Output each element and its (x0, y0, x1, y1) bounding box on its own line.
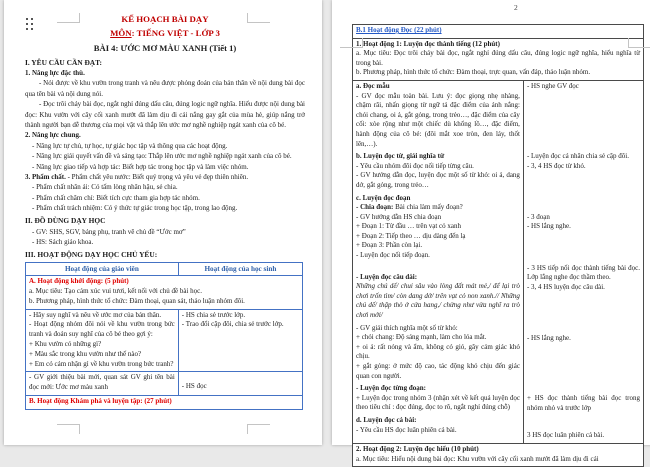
text-line: + Luyện đọc trong nhóm 3 (nhận xét về kết quả luyện đọc theo tiêu chí : đọc đúng, đọc to rõ, ngắt nghỉ đúng chỗ) (356, 393, 520, 412)
text-line: + HS đọc thành tiếng bài đọc trong nhóm nhỏ và trước lớp (526, 394, 640, 412)
text-line: - 3, 4 HS luyện đọc câu dài. (526, 282, 605, 291)
paragraph-practice-row (353, 193, 643, 263)
lesson-title: BÀI 4: ƯỚC MƠ MÀU XANH (Tiết 1) (93, 42, 237, 53)
text-line: - Nói được về khu vườn trong tranh và nêu được phỏng đoán của bản thân về nội dung bài đọc qua tên bài và nội dung nói. (25, 79, 305, 98)
text-line: 1. Năng lực đặc thù. (25, 68, 85, 77)
margin-crop-mark (57, 424, 80, 434)
text-line: - Hoạt động nhóm đôi nói về khu vườn trong bức tranh và đoán suy nghĩ của cô bé theo gợi ý: (29, 320, 175, 339)
word-practice-row (353, 151, 643, 192)
text-line: Những chú dế/ chui sâu vào lòng đất mát mẻ,/ để lại trò chơi trốn tìm/ còn dang dở/ trên vạt cỏ non xanh.// Những chú dế/ thập thò ở cửa hang,/ chừng như vừa nghĩ ra trò chơi mới/ (356, 282, 520, 320)
section-b1-row (353, 25, 643, 38)
text-line: - Yêu cầu HS đọc luân phiên cả bài. (356, 425, 457, 434)
text-line: - HS nghe GV đọc (526, 81, 579, 90)
text-line: - Phẩm chất trách nhiệm: Có ý thức tự giác trong học tập, trong lao động. (32, 204, 238, 213)
student-cell (178, 310, 302, 372)
text-line: - Trao đổi cặp đôi, chia sẻ trước lớp. (181, 320, 284, 329)
teacher-cell (353, 323, 523, 384)
text-line: d. Luyện đọc cả bài: (356, 416, 417, 425)
margin-crop-mark (628, 38, 650, 48)
text-line: - Yêu cầu nhóm đôi đọc nối tiếp từng câu. (356, 161, 474, 170)
teacher-cell (353, 151, 523, 192)
text-line: + Đoạn 3: Phần còn lại. (356, 241, 423, 250)
text-line: - Phẩm chất chăm chỉ: Biết tích cực tham gia hợp tác nhóm. (32, 193, 200, 202)
section-a-lines (29, 287, 299, 307)
text-line: - GV giải thích nghĩa một số từ khó: (356, 323, 458, 332)
teacher-cell (26, 372, 178, 395)
text-line: - GV đọc mẫu toàn bài. Lưu ý: đọc giọng nhẹ nhàng, chậm rãi, nhấn giọng từ ngữ tả đặc điểm của ánh nắng: chói chang, oi ả, gắt gỏng, trong trẻo…, đặc điểm của cây cối: xòe rộng như một chiếc dù khổng lồ…, đặc điểm, hành động của cô bé: (đôi mắt xoe tròn, đen láy, thốt lên,…). (356, 91, 520, 148)
text-line: III. HOẠT ĐỘNG DẠY HỌC CHỦ YẾU: (25, 249, 158, 259)
whole-text-row (353, 415, 643, 443)
doc-title: KẾ HOẠCH BÀI DẠY (121, 14, 209, 24)
student-cell (523, 415, 643, 443)
student-cell (523, 193, 643, 263)
text-line: - GV: SHS, SGV, bảng phụ, tranh vẽ chủ đề “Ước mơ” (32, 227, 186, 236)
text-line: + Đoạn 2: Tiếp theo … dịu dàng đến lạ (356, 231, 466, 240)
activity1-meta-lines (356, 49, 640, 78)
text-line: + chói chang: Độ sáng mạnh, làm cho lóa mắt. (356, 333, 487, 342)
teacher-cell (26, 310, 178, 372)
margin-crop-mark (340, 38, 363, 48)
student-cell (523, 383, 643, 415)
text-line: + Em có cảm nhận gì về khu vườn trong bức tranh? (29, 359, 174, 368)
text-line: 3 HS đọc luân phiên cả bài. (526, 431, 605, 440)
teacher-cell (353, 193, 523, 263)
requirements-sections (25, 58, 305, 261)
text-line: a. Mục tiêu: Hiểu nội dung bài đọc: Khu vườn với cây cối xanh mướt đã làm dịu đi cái (356, 454, 599, 463)
text-line: - GV hướng dẫn HS chia đoạn (356, 212, 442, 221)
text-line: - 3 đoạn (526, 212, 550, 221)
activity2-meta-lines (356, 455, 640, 465)
activity-table-page2 (352, 24, 644, 467)
text-line: a. Đọc mẫu (356, 81, 390, 90)
section-a-title: A. Hoạt động khởi động: (5 phút) (29, 277, 129, 286)
text-line: 3. Phẩm chất. - Phẩm chất yêu nước: Biết quý trọng và yêu vẻ đẹp thiên nhiên. (25, 172, 249, 181)
text-line: - HS chia sẻ trước lớp. (181, 310, 246, 319)
text-line: - Luyện đọc cá nhân chia sẻ cặp đôi. (526, 152, 629, 161)
teacher-cell (353, 415, 523, 443)
section-b-title: B. Hoạt động Khám phá và luyện tập: (27 phút) (29, 396, 172, 405)
subject-rest: : TIẾNG VIỆT - LỚP 3 (131, 28, 220, 38)
read-model-row (353, 81, 643, 151)
doc-subject (25, 28, 305, 39)
text-line: + Đoạn 1: Từ đầu … trên vạt cỏ xanh (356, 222, 462, 231)
page1-content (25, 8, 305, 410)
activity1-title: 1. Hoạt động 1: Luyện đọc thành tiếng (12 phút) (356, 39, 500, 48)
text-line: - Đọc trôi chảy bài đọc, ngắt nghỉ đúng dấu câu, đúng logic ngữ nghĩa. Hiểu được nội dung bài đọc: Khu vườn với cây cối xanh mướt đã làm dịu đi cái nắng gay gắt của mùa hè, giúp nắng trở thành người bạn dễ thương của mọi vật và thắp lên ước mơ nghề nghiệp ngát xanh của cô bé. (25, 100, 305, 129)
long-sentence-row (353, 263, 643, 323)
student-cell (523, 81, 643, 151)
student-cell (178, 372, 302, 395)
text-line: b. Phương pháp, hình thức tổ chức: Đàm thoại, quan sát, thảo luận nhóm đôi. (29, 296, 245, 305)
activity1-header-row (353, 38, 643, 80)
page-2 (332, 0, 650, 463)
text-line: - Năng lực giao tiếp và hợp tác: Biết hợp tác trong học tập và làm việc nhóm. (32, 162, 249, 171)
text-line: - 3, 4 HS đọc từ khó. (526, 161, 586, 170)
text-line: a. Mục tiêu: Tạo cảm xúc vui tươi, kết nối với chủ đề bài học. (29, 287, 202, 296)
page-number: 2 (514, 3, 518, 12)
text-line: - HS lắng nghe. (526, 333, 571, 342)
word-explain-row (353, 323, 643, 384)
section-a-row (26, 275, 302, 308)
student-cell (523, 323, 643, 384)
text-line: b. Phương pháp, hình thức tổ chức: Đàm thoại, trực quan, vấn đáp, thảo luận nhóm. (356, 68, 591, 77)
subject-label: MÔN (110, 28, 132, 38)
teacher-cell (353, 81, 523, 151)
activity-table-page1 (25, 262, 303, 410)
text-line: b. Luyện đọc từ, giải nghĩa từ (356, 152, 445, 161)
text-line: - Luyện đọc từng đoạn: (356, 384, 426, 393)
text-line: - GV hướng dẫn đọc, luyện đọc một số từ khó: oi ả, dang dở, gắt gỏng, trong trẻo… (356, 171, 520, 189)
activity2-header-row (353, 443, 643, 466)
text-line: + Khu vườn có những gì? (29, 340, 102, 348)
student-column-header: Hoạt động của học sinh (178, 263, 302, 275)
text-line: - Luyện đọc câu dài: (356, 272, 418, 281)
text-line: - Hãy suy nghĩ và nêu về ước mơ của bản thân. (29, 310, 162, 319)
teacher-cell (353, 383, 523, 415)
group-reading-row (353, 383, 643, 415)
text-line: - Chia đoạn: Bài chia làm mấy đoạn? (356, 203, 463, 212)
warmup-activity-row (26, 309, 302, 372)
margin-crop-mark (247, 424, 270, 434)
text-line: II. ĐỒ DÙNG DẠY HỌC (25, 216, 106, 226)
text-line: - Năng lực giải quyết vấn đề và sáng tạo: Thắp lên ước mơ nghề nghiệp ngát xanh của cô bé. (32, 152, 292, 161)
text-line: + Màu sắc trong khu vườn như thế nào? (29, 349, 142, 358)
text-line: - Luyện đọc nối tiếp đoạn. (356, 251, 430, 260)
text-line: + gắt gỏng: ở mức độ cao, tác động khó chịu đến giác quan con người. (356, 362, 520, 380)
section-b-row (26, 395, 302, 409)
section-b1-title: B.1 Hoạt động Đọc (22 phút) (356, 26, 442, 34)
text-line: c. Luyện đọc đoạn (356, 193, 411, 202)
teacher-cell (353, 263, 523, 323)
student-cell (523, 263, 643, 323)
text-line: - 3 HS tiếp nối đọc thành tiếng bài đọc. Lớp lắng nghe đọc thầm theo. (526, 263, 640, 282)
text-line: - GV giới thiệu bài mới, quan sát GV ghi tên bài đọc mới: Ước mơ màu xanh (29, 373, 175, 392)
table-header-row (26, 263, 302, 275)
text-line: - Năng lực tự chủ, tự học, tự giác học tập và thông qua các hoạt động. (32, 141, 228, 150)
text-line: 2. Năng lực chung. (25, 131, 81, 140)
activity2-title: 2. Hoạt động 2: Luyện đọc hiểu (10 phút) (356, 444, 479, 453)
text-line: - Phẩm chất nhân ái: Có tấm lòng nhân hậu, sẻ chia. (32, 183, 178, 192)
text-line: + oi ả: rất nóng và ẩm, không có gió, gây cảm giác khó chịu. (356, 342, 520, 361)
text-line: a. Mục tiêu: Đọc trôi chảy bài đọc, ngắt nghỉ đúng dấu câu, đúng logic ngữ nghĩa, hiểu nghĩa từ trong bài. (356, 49, 640, 67)
text-line: - HS đọc (181, 382, 207, 391)
text-line: - HS: Sách giáo khoa. (32, 237, 94, 246)
activity1-body-row (353, 80, 643, 443)
page-1 (4, 0, 322, 445)
student-cell (523, 151, 643, 192)
text-line: I. YÊU CẦU CẦN ĐẠT: (25, 57, 102, 67)
intro-lesson-row (26, 371, 302, 395)
text-line: - HS lắng nghe. (526, 222, 571, 231)
teacher-column-header: Hoạt động của giáo viên (64, 265, 139, 274)
